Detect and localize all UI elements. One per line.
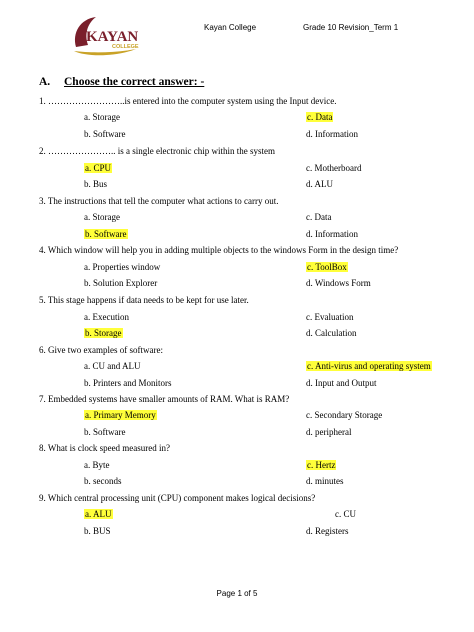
question-9-text: 9. Which central processing unit (CPU) component makes logical decisions? xyxy=(39,493,316,503)
question-4-text: 4. Which window will help you in adding multiple objects to the windows Form in the design time? xyxy=(39,245,399,255)
q1-option-c xyxy=(306,112,333,122)
q6-option-b: b. Printers and Monitors xyxy=(84,378,172,388)
section-heading xyxy=(39,76,204,88)
q7-option-a xyxy=(84,410,157,420)
q9-option-a xyxy=(84,509,113,519)
q5-option-a: a. Execution xyxy=(84,312,129,322)
q5-option-b xyxy=(84,328,123,338)
logo-text: KAYAN xyxy=(86,29,139,45)
page-footer: Page 1 of 5 xyxy=(216,589,258,598)
logo-subtext: COLLEGE xyxy=(112,44,139,50)
q9-option-d: d. Registers xyxy=(306,526,349,536)
q4-option-d: d. Windows Form xyxy=(306,278,371,288)
q4-option-c xyxy=(306,262,348,272)
q2-option-b: b. Bus xyxy=(84,179,108,189)
q7-option-c: c. Secondary Storage xyxy=(306,410,383,420)
kayan-college-logo xyxy=(66,13,146,59)
q7-option-d: d. peripheral xyxy=(306,427,352,437)
q5-answer-highlight: b. Storage xyxy=(85,328,122,338)
q9-answer-highlight: a. ALU xyxy=(85,509,112,519)
q6-answer-highlight: c. Anti-virus and operating system xyxy=(307,361,431,371)
q2-option-a xyxy=(84,163,112,173)
q8-option-b: b. seconds xyxy=(84,476,122,486)
q2-option-d: d. ALU xyxy=(306,179,333,189)
section-title: Choose the correct answer: - xyxy=(64,76,205,88)
q4-answer-highlight: c. ToolBox xyxy=(307,262,347,272)
question-7-text: 7. Embedded systems have smaller amounts of RAM. What is RAM? xyxy=(39,394,290,404)
section-letter: A. xyxy=(39,76,51,88)
q3-answer-highlight: b. Software xyxy=(85,229,127,239)
question-8-text: 8. What is clock speed measured in? xyxy=(39,443,171,453)
q3-option-b xyxy=(84,229,128,239)
q4-option-a: a. Properties window xyxy=(84,262,161,272)
q5-option-d: d. Calculation xyxy=(306,328,357,338)
q7-option-b: b. Software xyxy=(84,427,126,437)
q8-option-d: d. minutes xyxy=(306,476,344,486)
q1-option-d: d. Information xyxy=(306,129,358,139)
q6-option-c xyxy=(306,361,432,371)
question-3-text: 3. The instructions that tell the computer what actions to carry out. xyxy=(39,196,279,206)
q8-option-c xyxy=(306,460,336,470)
q1-answer-highlight: c. Data xyxy=(307,112,333,122)
q8-answer-highlight: c. Hertz xyxy=(307,460,336,470)
q2-answer-highlight: a. CPU xyxy=(85,163,112,173)
q7-answer-highlight: a. Primary Memory xyxy=(85,410,156,420)
q8-option-a: a. Byte xyxy=(84,460,110,470)
q3-option-a: a. Storage xyxy=(84,212,120,222)
q2-option-c: c. Motherboard xyxy=(306,163,362,173)
q3-option-c: c. Data xyxy=(306,212,332,222)
question-5-text: 5. This stage happens if data needs to be kept for use later. xyxy=(39,295,249,305)
q1-option-a: a. Storage xyxy=(84,112,120,122)
q5-option-c: c. Evaluation xyxy=(306,312,354,322)
q6-option-a: a. CU and ALU xyxy=(84,361,141,371)
question-2-text: 2. ………………….. is a single electronic chip within the system xyxy=(39,146,275,156)
question-6-text: 6. Give two examples of software: xyxy=(39,345,163,355)
header-college: Kayan College xyxy=(204,23,257,32)
q9-option-c: c. CU xyxy=(335,509,356,519)
header-grade: Grade 10 Revision_Term 1 xyxy=(303,23,399,32)
q4-option-b: b. Solution Explorer xyxy=(84,278,158,288)
q1-option-b: b. Software xyxy=(84,129,126,139)
question-1-text: 1. ……………………..is entered into the computer system using the Input device. xyxy=(39,96,337,106)
q9-option-b: b. BUS xyxy=(84,526,111,536)
q6-option-d: d. Input and Output xyxy=(306,378,377,388)
q3-option-d: d. Information xyxy=(306,229,358,239)
